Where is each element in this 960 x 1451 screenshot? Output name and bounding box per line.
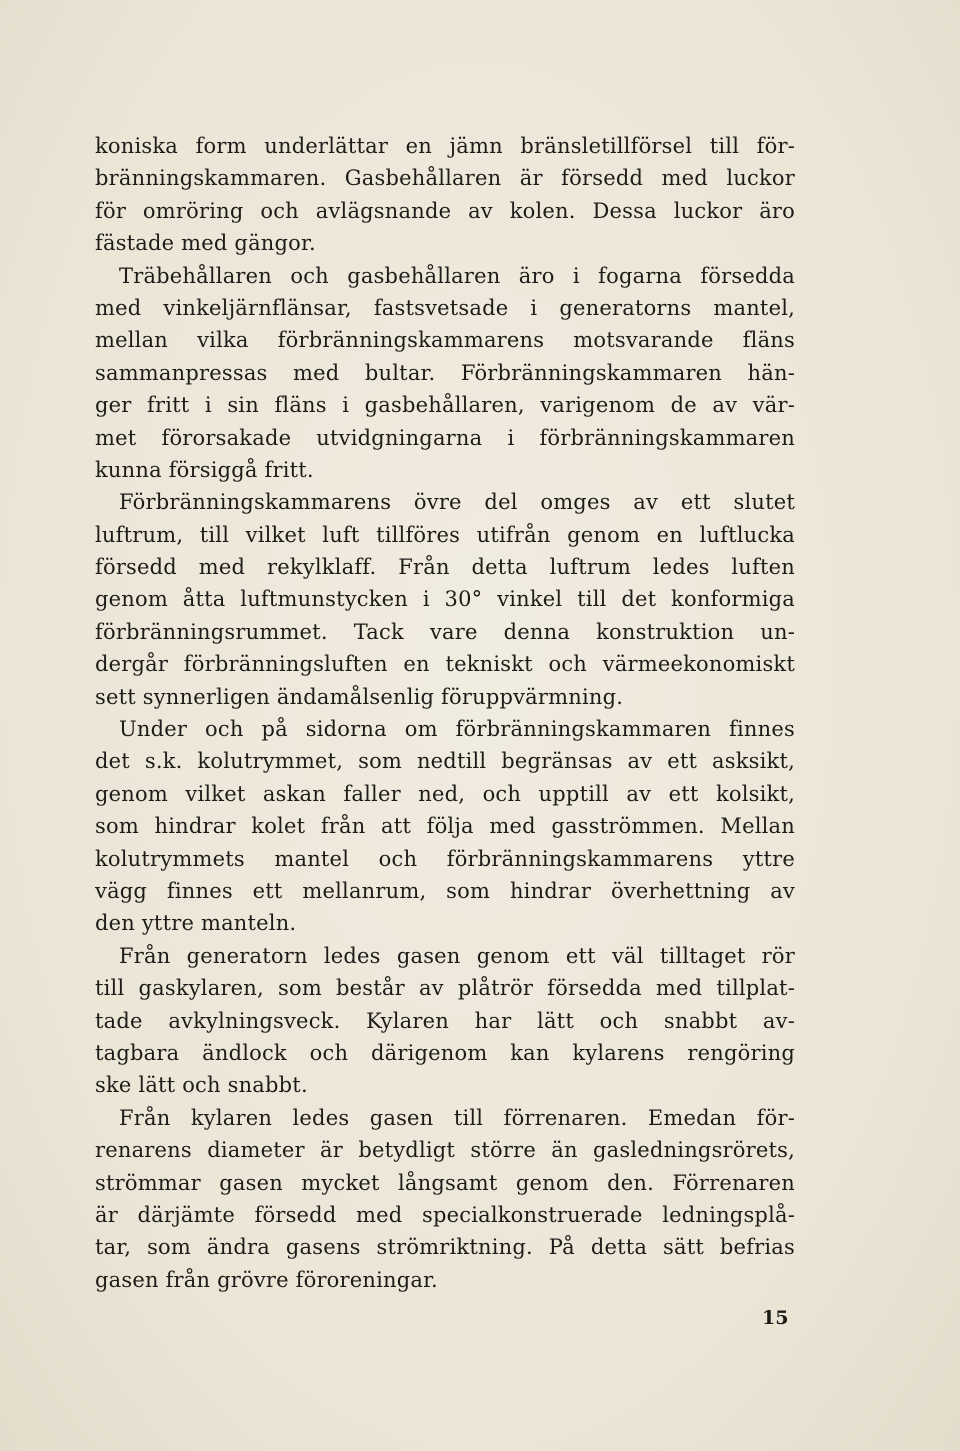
text-line: vägg finnes ett mellanrum, som hindrar överhettning av xyxy=(95,878,795,903)
paragraph-4 xyxy=(95,713,795,940)
text-line: det s.k. kolutrymmet, som nedtill begränsas av ett asksikt, xyxy=(95,749,795,774)
text-line: gasen från grövre föroreningar. xyxy=(95,1267,438,1292)
paragraph-1 xyxy=(95,130,795,260)
text-line: kolutrymmets mantel och förbränningskammarens yttre xyxy=(95,846,795,871)
text-line: genom vilket askan faller ned, och upptill av ett kolsikt, xyxy=(95,781,795,806)
text-line: koniska form underlättar en jämn bränsletillförsel till för- xyxy=(95,134,795,158)
text-line: tagbara ändlock och därigenom kan kylarens rengöring xyxy=(95,1040,795,1065)
text-line: strömmar gasen mycket långsamt genom den. Förrenaren xyxy=(95,1170,795,1195)
text-line: Under och på sidorna om förbränningskammaren finnes xyxy=(119,717,795,742)
text-line: är därjämte försedd med specialkonstruerade ledningsplå- xyxy=(95,1202,795,1227)
paragraph-2 xyxy=(95,260,795,487)
text-line: met förorsakade utvidgningarna i förbränningskammaren xyxy=(95,425,795,450)
text-line: dergår förbränningsluften en tekniskt och värmeekonomiskt xyxy=(95,652,795,677)
text-line: mellan vilka förbränningskammarens motsvarande fläns xyxy=(95,328,795,353)
body-text xyxy=(95,130,795,1296)
text-line: bränningskammaren. Gasbehållaren är försedd med luckor xyxy=(95,166,795,191)
text-line: renarens diameter är betydligt större än gasledningsrörets, xyxy=(95,1138,795,1163)
text-line: Från kylaren ledes gasen till förrenaren. Emedan för- xyxy=(119,1105,795,1130)
text-line: Förbränningskammarens övre del omges av ett slutet xyxy=(119,490,795,515)
paragraph-5 xyxy=(95,940,795,1102)
text-line: sammanpressas med bultar. Förbränningskammaren hän- xyxy=(95,360,795,385)
text-line: förbränningsrummet. Tack vare denna konstruktion un- xyxy=(95,619,795,644)
text-line: försedd med rekylklaff. Från detta luftrum ledes luften xyxy=(95,555,795,580)
text-line: tar, som ändra gasens strömriktning. På detta sätt befrias xyxy=(95,1235,795,1260)
text-line: för omröring och avlägsnande av kolen. Dessa luckor äro xyxy=(95,198,795,223)
text-line: ger fritt i sin fläns i gasbehållaren, varigenom de av vär- xyxy=(95,393,795,418)
text-line: kunna försiggå fritt. xyxy=(95,457,314,482)
paragraph-3 xyxy=(95,486,795,713)
page-number: 15 xyxy=(762,1307,789,1329)
paragraph-6 xyxy=(95,1102,795,1296)
text-line: Träbehållaren och gasbehållaren äro i fogarna försedda xyxy=(119,263,795,288)
text-line: till gaskylaren, som består av plåtrör försedda med tillplat- xyxy=(95,976,795,1001)
text-line: genom åtta luftmunstycken i 30° vinkel till det konformiga xyxy=(95,587,795,612)
text-line: Från generatorn ledes gasen genom ett väl tilltaget rör xyxy=(119,943,795,968)
text-line: som hindrar kolet från att följa med gasströmmen. Mellan xyxy=(95,814,795,839)
text-line: ske lätt och snabbt. xyxy=(95,1073,308,1098)
text-line: sett synnerligen ändamålsenlig föruppvärmning. xyxy=(95,684,624,709)
text-line: tade avkylningsveck. Kylaren har lätt och snabbt av- xyxy=(95,1008,795,1033)
text-line: med vinkeljärnflänsar, fastsvetsade i generatorns mantel, xyxy=(95,295,795,320)
text-line: luftrum, till vilket luft tillföres utifrån genom en luftlucka xyxy=(95,522,795,547)
text-line: den yttre manteln. xyxy=(95,911,297,936)
text-line: fästade med gängor. xyxy=(95,231,316,256)
